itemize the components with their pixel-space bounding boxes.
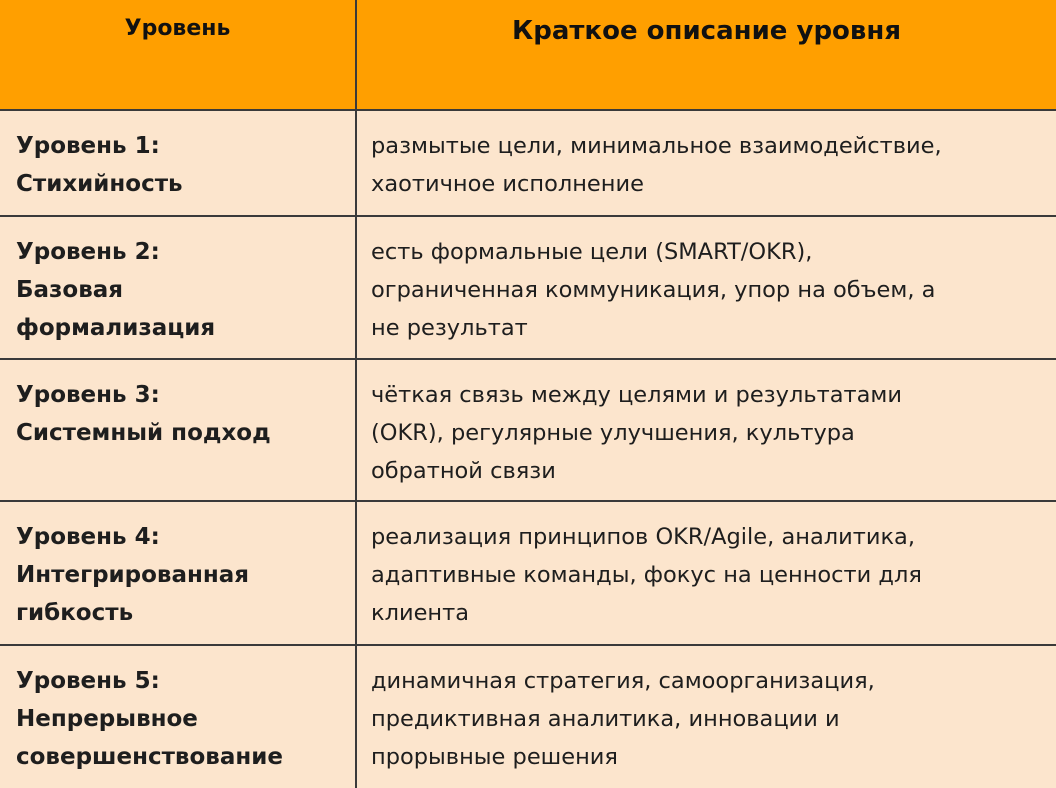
level-cell: [0, 359, 356, 501]
header-level: Уровень: [0, 0, 356, 110]
level-line: Уровень 1:: [16, 133, 160, 159]
level-cell: [0, 645, 356, 788]
level-line: совершенствование: [16, 744, 283, 770]
level-line: Уровень 2:: [16, 239, 160, 265]
level-line: Системный подход: [16, 420, 271, 446]
header-description: Краткое описание уровня: [356, 0, 1056, 110]
description-line: адаптивные команды, фокус на ценности для: [371, 562, 922, 588]
level-line: формализация: [16, 315, 216, 341]
level-line: Стихийность: [16, 171, 183, 197]
description-line: хаотичное исполнение: [371, 171, 644, 197]
table-row: [0, 216, 1056, 359]
description-line: есть формальные цели (SMART/OKR),: [371, 239, 813, 265]
level-line: Уровень 5:: [16, 668, 160, 694]
level-line: Уровень 3:: [16, 382, 160, 408]
description-cell: [356, 359, 1056, 501]
level-line: Непрерывное: [16, 706, 198, 732]
level-cell: [0, 216, 356, 359]
description-cell: [356, 645, 1056, 788]
description-line: динамичная стратегия, самоорганизация,: [371, 668, 875, 694]
description-cell: [356, 216, 1056, 359]
description-line: не результат: [371, 315, 528, 341]
level-line: Интегрированная: [16, 562, 250, 588]
description-line: прорывные решения: [371, 744, 618, 770]
level-line: гибкость: [16, 600, 134, 626]
level-cell: [0, 110, 356, 216]
description-line: размытые цели, минимальное взаимодействие,: [371, 133, 942, 159]
description-line: (OKR), регулярные улучшения, культура: [371, 420, 855, 446]
description-cell: [356, 110, 1056, 216]
description-line: клиента: [371, 600, 470, 626]
table-row: [0, 359, 1056, 501]
table-row: [0, 645, 1056, 788]
description-line: реализация принципов OKR/Agile, аналитика,: [371, 524, 915, 550]
description-line: обратной связи: [371, 458, 556, 484]
level-line: Базовая: [16, 277, 124, 303]
table-header-row: [0, 0, 1056, 110]
description-cell: [356, 501, 1056, 645]
level-line: Уровень 4:: [16, 524, 160, 550]
description-line: предиктивная аналитика, инновации и: [371, 706, 840, 732]
table-row: [0, 501, 1056, 645]
description-line: чёткая связь между целями и результатами: [371, 382, 902, 408]
description-line: ограниченная коммуникация, упор на объем, а: [371, 277, 936, 303]
table-row: [0, 110, 1056, 216]
level-cell: [0, 501, 356, 645]
